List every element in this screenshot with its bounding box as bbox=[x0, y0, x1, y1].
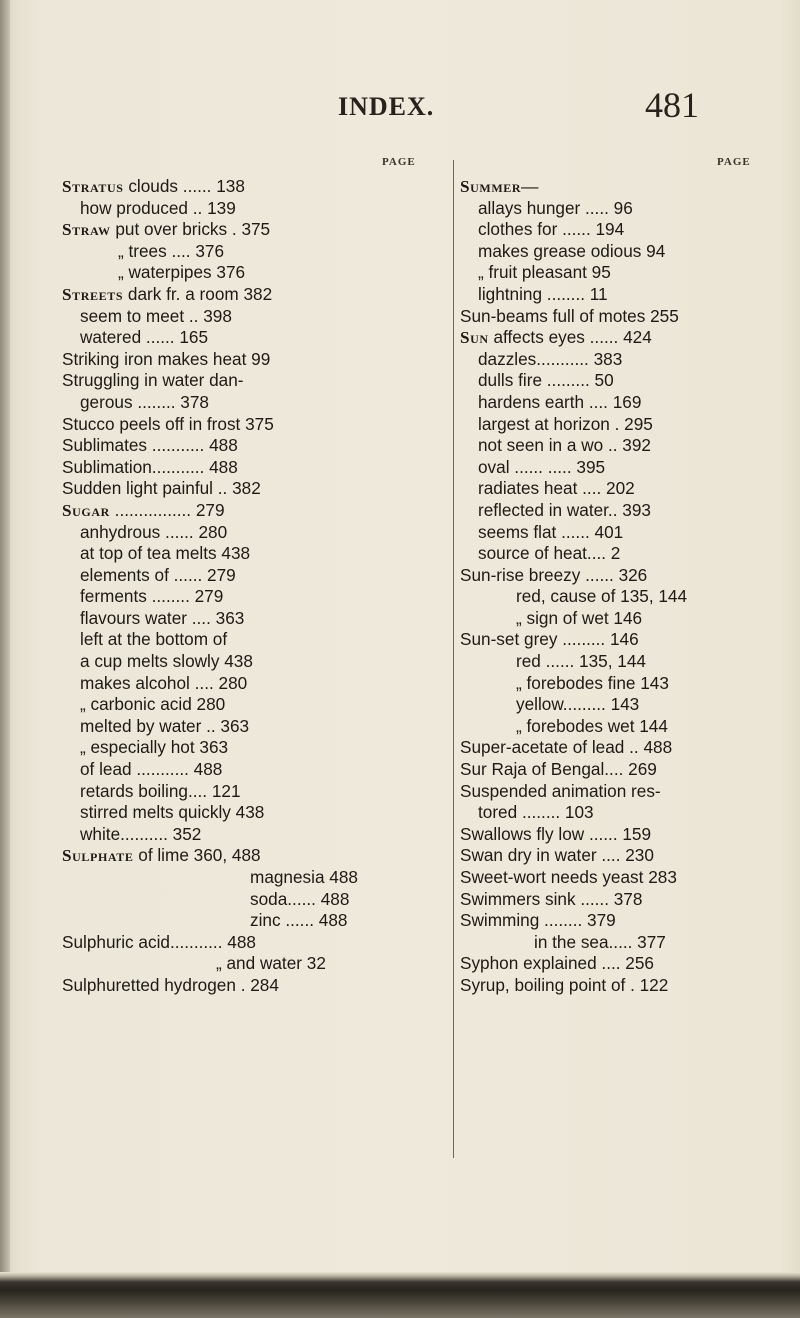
index-entry: watered ...... 165 bbox=[80, 327, 209, 348]
index-entry: melted by water .. 363 bbox=[80, 715, 250, 736]
index-entry: radiates heat .... 202 bbox=[478, 478, 635, 499]
index-entry: Syphon explained .... 256 bbox=[460, 953, 654, 974]
index-entry: stirred melts quickly 438 bbox=[80, 802, 265, 823]
index-entry: „ fruit pleasant 95 bbox=[478, 262, 611, 283]
index-entry: Suspended animation res- bbox=[460, 780, 661, 801]
index-entry: a cup melts slowly 438 bbox=[80, 651, 253, 672]
index-entry: dazzles........... 383 bbox=[478, 348, 623, 369]
index-entry: largest at horizon . 295 bbox=[478, 413, 653, 434]
index-entry: tored ........ 103 bbox=[478, 802, 594, 823]
index-entry: clothes for ...... 194 bbox=[478, 219, 625, 240]
index-entry: Super-acetate of lead .. 488 bbox=[460, 737, 673, 758]
index-entry: red, cause of 135, 144 bbox=[516, 586, 688, 607]
index-entry: zinc ...... 488 bbox=[250, 910, 348, 931]
index-entry: „ carbonic acid 280 bbox=[80, 694, 226, 715]
index-column-left bbox=[62, 176, 447, 997]
index-entry: Sun-beams full of motes 255 bbox=[460, 305, 679, 326]
index-entry: Swallows fly low ...... 159 bbox=[460, 823, 652, 844]
index-entry: hardens earth .... 169 bbox=[478, 391, 642, 412]
index-entry: retards boiling.... 121 bbox=[80, 780, 241, 801]
index-entry: seems flat ...... 401 bbox=[478, 521, 624, 542]
page-binding-edge bbox=[0, 0, 10, 1318]
index-entry: Sun affects eyes ...... 424 bbox=[460, 327, 652, 348]
index-entry: oval ...... ..... 395 bbox=[478, 456, 606, 477]
index-entry: lightning ........ 11 bbox=[478, 283, 608, 304]
left-column-page-label: PAGE bbox=[382, 156, 416, 168]
index-entry: Stucco peels off in frost 375 bbox=[62, 413, 274, 434]
index-entry: Striking iron makes heat 99 bbox=[62, 348, 271, 369]
index-entry: seem to meet .. 398 bbox=[80, 305, 232, 326]
index-entry: makes alcohol .... 280 bbox=[80, 672, 248, 693]
index-headword: Sugar bbox=[62, 500, 110, 520]
index-entry: Sun-set grey ......... 146 bbox=[460, 629, 639, 650]
running-head bbox=[0, 84, 800, 134]
index-entry: anhydrous ...... 280 bbox=[80, 521, 228, 542]
index-entry: Sulphuretted hydrogen . 284 bbox=[62, 974, 279, 995]
index-headword: Sun bbox=[460, 328, 489, 348]
index-entry: Sun-rise breezy ...... 326 bbox=[460, 564, 648, 585]
index-entry: reflected in water.. 393 bbox=[478, 499, 651, 520]
index-entry: ferments ........ 279 bbox=[80, 586, 224, 607]
index-entry: gerous ........ 378 bbox=[80, 391, 209, 412]
index-entry: „ waterpipes 376 bbox=[118, 262, 246, 283]
index-entry: Stratus clouds ...... 138 bbox=[62, 176, 245, 196]
index-entry: Sulphate of lime 360, 488 bbox=[62, 845, 261, 866]
index-entry: of lead ........... 488 bbox=[80, 759, 223, 780]
index-entry: „ sign of wet 146 bbox=[516, 607, 643, 628]
index-entry: magnesia 488 bbox=[250, 867, 358, 887]
index-entry: Swimming ........ 379 bbox=[460, 910, 616, 931]
index-entry: at top of tea melts 438 bbox=[80, 543, 251, 564]
index-entry: Sur Raja of Bengal.... 269 bbox=[460, 759, 657, 780]
index-entry: flavours water .... 363 bbox=[80, 607, 245, 628]
index-entry: not seen in a wo .. 392 bbox=[478, 435, 651, 456]
index-headword: Straw bbox=[62, 220, 111, 240]
index-entry: source of heat.... 2 bbox=[478, 543, 621, 564]
index-entry: Sublimates ........... 488 bbox=[62, 435, 238, 456]
page-bottom-shadow bbox=[0, 1272, 800, 1318]
index-entry bbox=[460, 176, 760, 198]
index-entry: Sulphuric acid........... 488 bbox=[62, 931, 256, 952]
index-headword: Sulphate bbox=[62, 846, 134, 866]
right-column-page-label: PAGE bbox=[717, 156, 751, 168]
running-head-title: INDEX. bbox=[338, 92, 435, 121]
index-entry: in the sea..... 377 bbox=[534, 931, 666, 952]
index-entry: Swimmers sink ...... 378 bbox=[460, 888, 643, 909]
index-entry: Straw put over bricks . 375 bbox=[62, 219, 271, 240]
index-entry: how produced .. 139 bbox=[80, 197, 236, 218]
index-entry: „ and water 32 bbox=[216, 953, 326, 974]
index-headword: Streets bbox=[62, 284, 124, 304]
index-entry: left at the bottom of bbox=[80, 629, 228, 650]
index-entry: red ...... 135, 144 bbox=[516, 651, 646, 672]
index-entry: elements of ...... 279 bbox=[80, 564, 236, 585]
page-number: 481 bbox=[645, 85, 699, 125]
index-entry: Sudden light painful .. 382 bbox=[62, 478, 261, 499]
index-entry: Syrup, boiling point of . 122 bbox=[460, 974, 669, 995]
index-entry: Struggling in water dan- bbox=[62, 370, 244, 391]
index-entry: Sublimation........... 488 bbox=[62, 456, 238, 477]
index-entry: Swan dry in water .... 230 bbox=[460, 845, 654, 866]
index-entry: Streets dark fr. a room 382 bbox=[62, 283, 273, 304]
index-entry: yellow......... 143 bbox=[516, 694, 640, 715]
index-entry: Sugar ................ 279 bbox=[62, 499, 225, 520]
index-entry: „ trees .... 376 bbox=[118, 240, 225, 261]
index-entry: Sweet-wort needs yeast 283 bbox=[460, 867, 677, 887]
index-entry: allays hunger ..... 96 bbox=[478, 197, 633, 218]
index-entry: makes grease odious 94 bbox=[478, 240, 666, 261]
index-entry: white.......... 352 bbox=[80, 823, 202, 844]
index-entry: „ forebodes fine 143 bbox=[516, 672, 669, 693]
index-column-right bbox=[460, 176, 760, 997]
column-divider bbox=[453, 160, 454, 1158]
index-entry: „ forebodes wet 144 bbox=[516, 715, 668, 736]
index-entry: dulls fire ......... 50 bbox=[478, 370, 614, 391]
index-headword: Stratus bbox=[62, 177, 124, 196]
index-entry: „ especially hot 363 bbox=[80, 737, 229, 758]
index-entry: soda...... 488 bbox=[250, 888, 350, 909]
index-headword: Summer— bbox=[460, 177, 539, 196]
